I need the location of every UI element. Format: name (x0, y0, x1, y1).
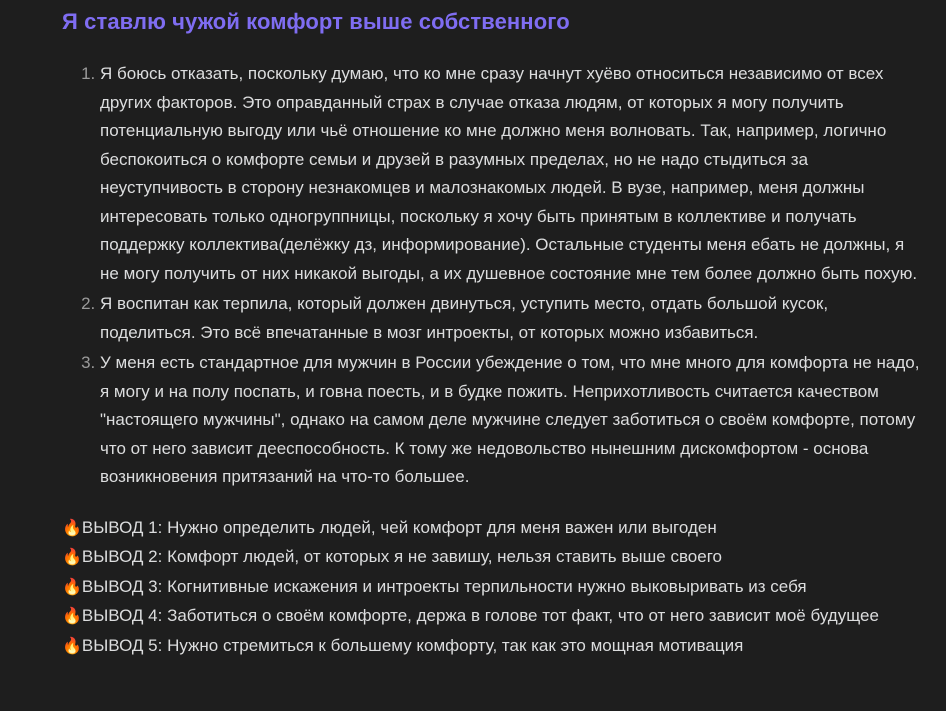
fire-icon: 🔥 (62, 637, 82, 655)
list-item (100, 290, 926, 347)
conclusions-block (62, 514, 926, 662)
conclusion-line (62, 543, 926, 573)
conclusion-line (62, 573, 926, 603)
note-heading: Я ставлю чужой комфорт выше собственного (62, 9, 570, 34)
conclusion-line (62, 602, 926, 632)
list-item (100, 60, 926, 288)
conclusion-text: ВЫВОД 4: Заботиться о своём комфорте, держа в голове тот факт, что от него зависит моё будущее (81, 606, 879, 625)
fire-icon: 🔥 (62, 519, 82, 537)
fire-icon: 🔥 (62, 578, 82, 596)
list-item-text: Я воспитан как терпила, который должен двинуться, уступить место, отдать большой кусок, поделиться. Это всё впечатанные в мозг интроекты, от которых можно избавиться. (100, 294, 829, 342)
conclusion-text: ВЫВОД 5: Нужно стремиться к большему комфорту, так как это мощная мотивация (81, 635, 744, 655)
conclusion-line (62, 632, 926, 662)
fire-icon: 🔥 (62, 608, 82, 625)
fire-icon: 🔥 (62, 549, 82, 566)
conclusion-text: ВЫВОД 2: Комфорт людей, от которых я не завишу, нельзя ставить выше своего (81, 547, 722, 566)
conclusion-text: ВЫВОД 3: Когнитивные искажения и интроекты терпильности нужно выковыривать из себя (81, 576, 807, 596)
list-item-text: Я боюсь отказать, поскольку думаю, что ко мне сразу начнут хуёво относиться независимо от всех других факторов. Это оправданный страх в случае отказа людям, от которых я могу получить потенциальную выгоду или чьё отношение ко мне должно меня волновать. Так, например, логично беспокоиться о комфорте семьи и друзей в разумных пределах, но не надо стыдиться за неуступчивость в сторону незнакомцев и малознакомых людей. В вузе, например, меня должны интересовать только одногруппницы, поскольку я хочу быть принятым в коллективе и получать поддержку коллектива(делёжку дз, информирование). Остальные студенты меня ебать не должны, я не могу получить от них никакой выгоды, а их душевное состояние мне тем более должно быть похую. (100, 64, 918, 283)
list-item (100, 349, 926, 492)
numbered-list (62, 60, 926, 492)
conclusion-text: ВЫВОД 1: Нужно определить людей, чей комфорт для меня важен или выгоден (81, 517, 717, 537)
conclusion-line (62, 514, 926, 544)
list-item-text: У меня есть стандартное для мужчин в России убеждение о том, что мне много для комфорта не надо, я могу и на полу поспать, и говна поесть, и в будке пожить. Неприхотливость считается качеством "настоящего мужчины", однако на самом деле мужчине следует заботиться о своём комфорте, потому что от него зависит дееспособность. К тому же недовольство нынешним дискомфортом - основа возникновения притязаний на что-то большее. (100, 353, 920, 486)
